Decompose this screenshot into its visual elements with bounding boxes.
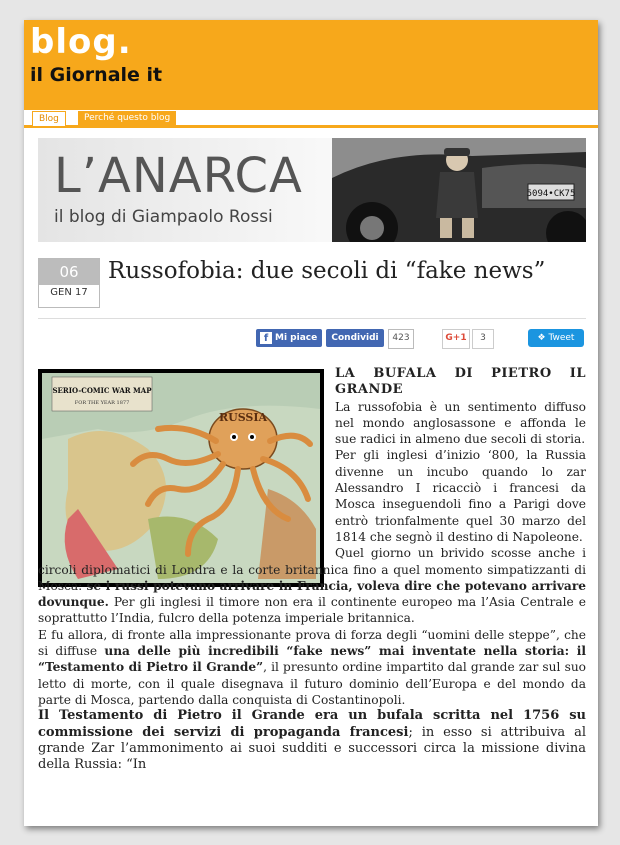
article-heading: LA BUFALA DI PIETRO IL GRANDE <box>335 366 586 398</box>
text-span: E fu allora, di fronte alla impressionante prova di forza degli “uomini delle steppe”, che si diffuse <box>38 627 586 659</box>
page-frame <box>24 20 598 826</box>
article-paragraph <box>38 708 586 773</box>
article-paragraph: La russofobia è un sentimento diffuso nel mondo anglosassone e affonda le sue radici in almeno due secoli di storia. <box>335 399 586 447</box>
article-body <box>38 366 586 773</box>
tweet-button[interactable] <box>528 329 584 347</box>
date-month: GEN 17 <box>50 287 88 298</box>
tab-perche-questo-blog[interactable]: Perché questo blog <box>78 111 176 125</box>
facebook-like-button[interactable] <box>256 329 322 347</box>
facebook-icon: f <box>260 332 272 344</box>
divider <box>38 318 586 319</box>
gplus-count: 3 <box>472 329 494 349</box>
text-span: , il presunto ordine impartito dal grande zar sul suo letto di morte, con il quale disegnava il futuro dominio dell’Europa e del mondo da parte di Mosca, partendo dalla conquista di Costantinopoli. <box>38 660 587 707</box>
bold-text: se i russi potevano arrivare in Francia, voleva dire che potevano arrivare dovunque. <box>38 578 586 610</box>
logo-blog[interactable]: blog. <box>30 22 132 62</box>
tab-blog[interactable]: Blog <box>32 111 66 126</box>
article-paragraph <box>38 627 586 708</box>
logo-giornale[interactable]: il Giornale it <box>30 64 163 86</box>
date-day: 06 <box>39 259 99 285</box>
post-title[interactable]: Russofobia: due secoli di “fake news” <box>108 258 546 284</box>
blog-banner[interactable] <box>38 138 586 242</box>
tweet-label: Tweet <box>548 333 575 343</box>
banner-title: L’ANARCA <box>54 148 303 204</box>
map-russia-label: RUSSIA <box>218 411 268 424</box>
text-span: Per gli inglesi il timore non era il continente europeo ma l’Asia Centrale e soprattutto l’India, fulcro della potenza imperiale britannica. <box>38 595 586 626</box>
banner-subtitle: il blog di Giampaolo Rossi <box>54 207 273 227</box>
bold-text: una delle più incredibili “fake news” mai inventate nella storia: il “Testamento di Pietro il Grande” <box>38 644 586 675</box>
bold-text: Il Testamento di Pietro il Grande era un bufala scritta nel 1756 su commissione dei servizi di propaganda francesi <box>38 708 586 740</box>
article-paragraph: Per gli inglesi d’inizio ‘800, la Russia divenne un incubo quando lo zar Alessandro I ricacciò i francesi da Mosca inseguendoli fino a Parigi dove entrò trionfalmente quel 30 marzo del 1814 che segnò il destino di Napoleone. <box>335 448 586 544</box>
text-span: ; in esso si attribuiva al grande Zar l’ammonimento ai suoi sudditi e successori circa la missione divina della Russia: “In <box>38 724 586 773</box>
like-label: Mi piace <box>275 333 318 343</box>
twitter-bird-icon: ❖ <box>537 333 546 343</box>
map-subtitle: FOR THE YEAR 1877 <box>74 400 130 406</box>
article-paragraph <box>38 545 586 626</box>
map-title: SERIO-COMIC WAR MAP <box>52 386 152 395</box>
banner-photo <box>332 138 586 242</box>
nav-tabs <box>24 110 598 128</box>
post-date <box>38 258 100 308</box>
google-plus-button[interactable]: G+1 <box>442 329 470 349</box>
license-plate: 5094•CK75 <box>526 189 576 199</box>
share-count: 423 <box>388 329 414 349</box>
facebook-share-button[interactable]: Condividi <box>326 329 384 347</box>
site-header <box>24 20 598 110</box>
text-span: Quel giorno un brivido scosse anche i circoli diplomatici di Londra e la corte britannica fino a quel momento simpatizzanti di Mosca: <box>38 546 586 593</box>
